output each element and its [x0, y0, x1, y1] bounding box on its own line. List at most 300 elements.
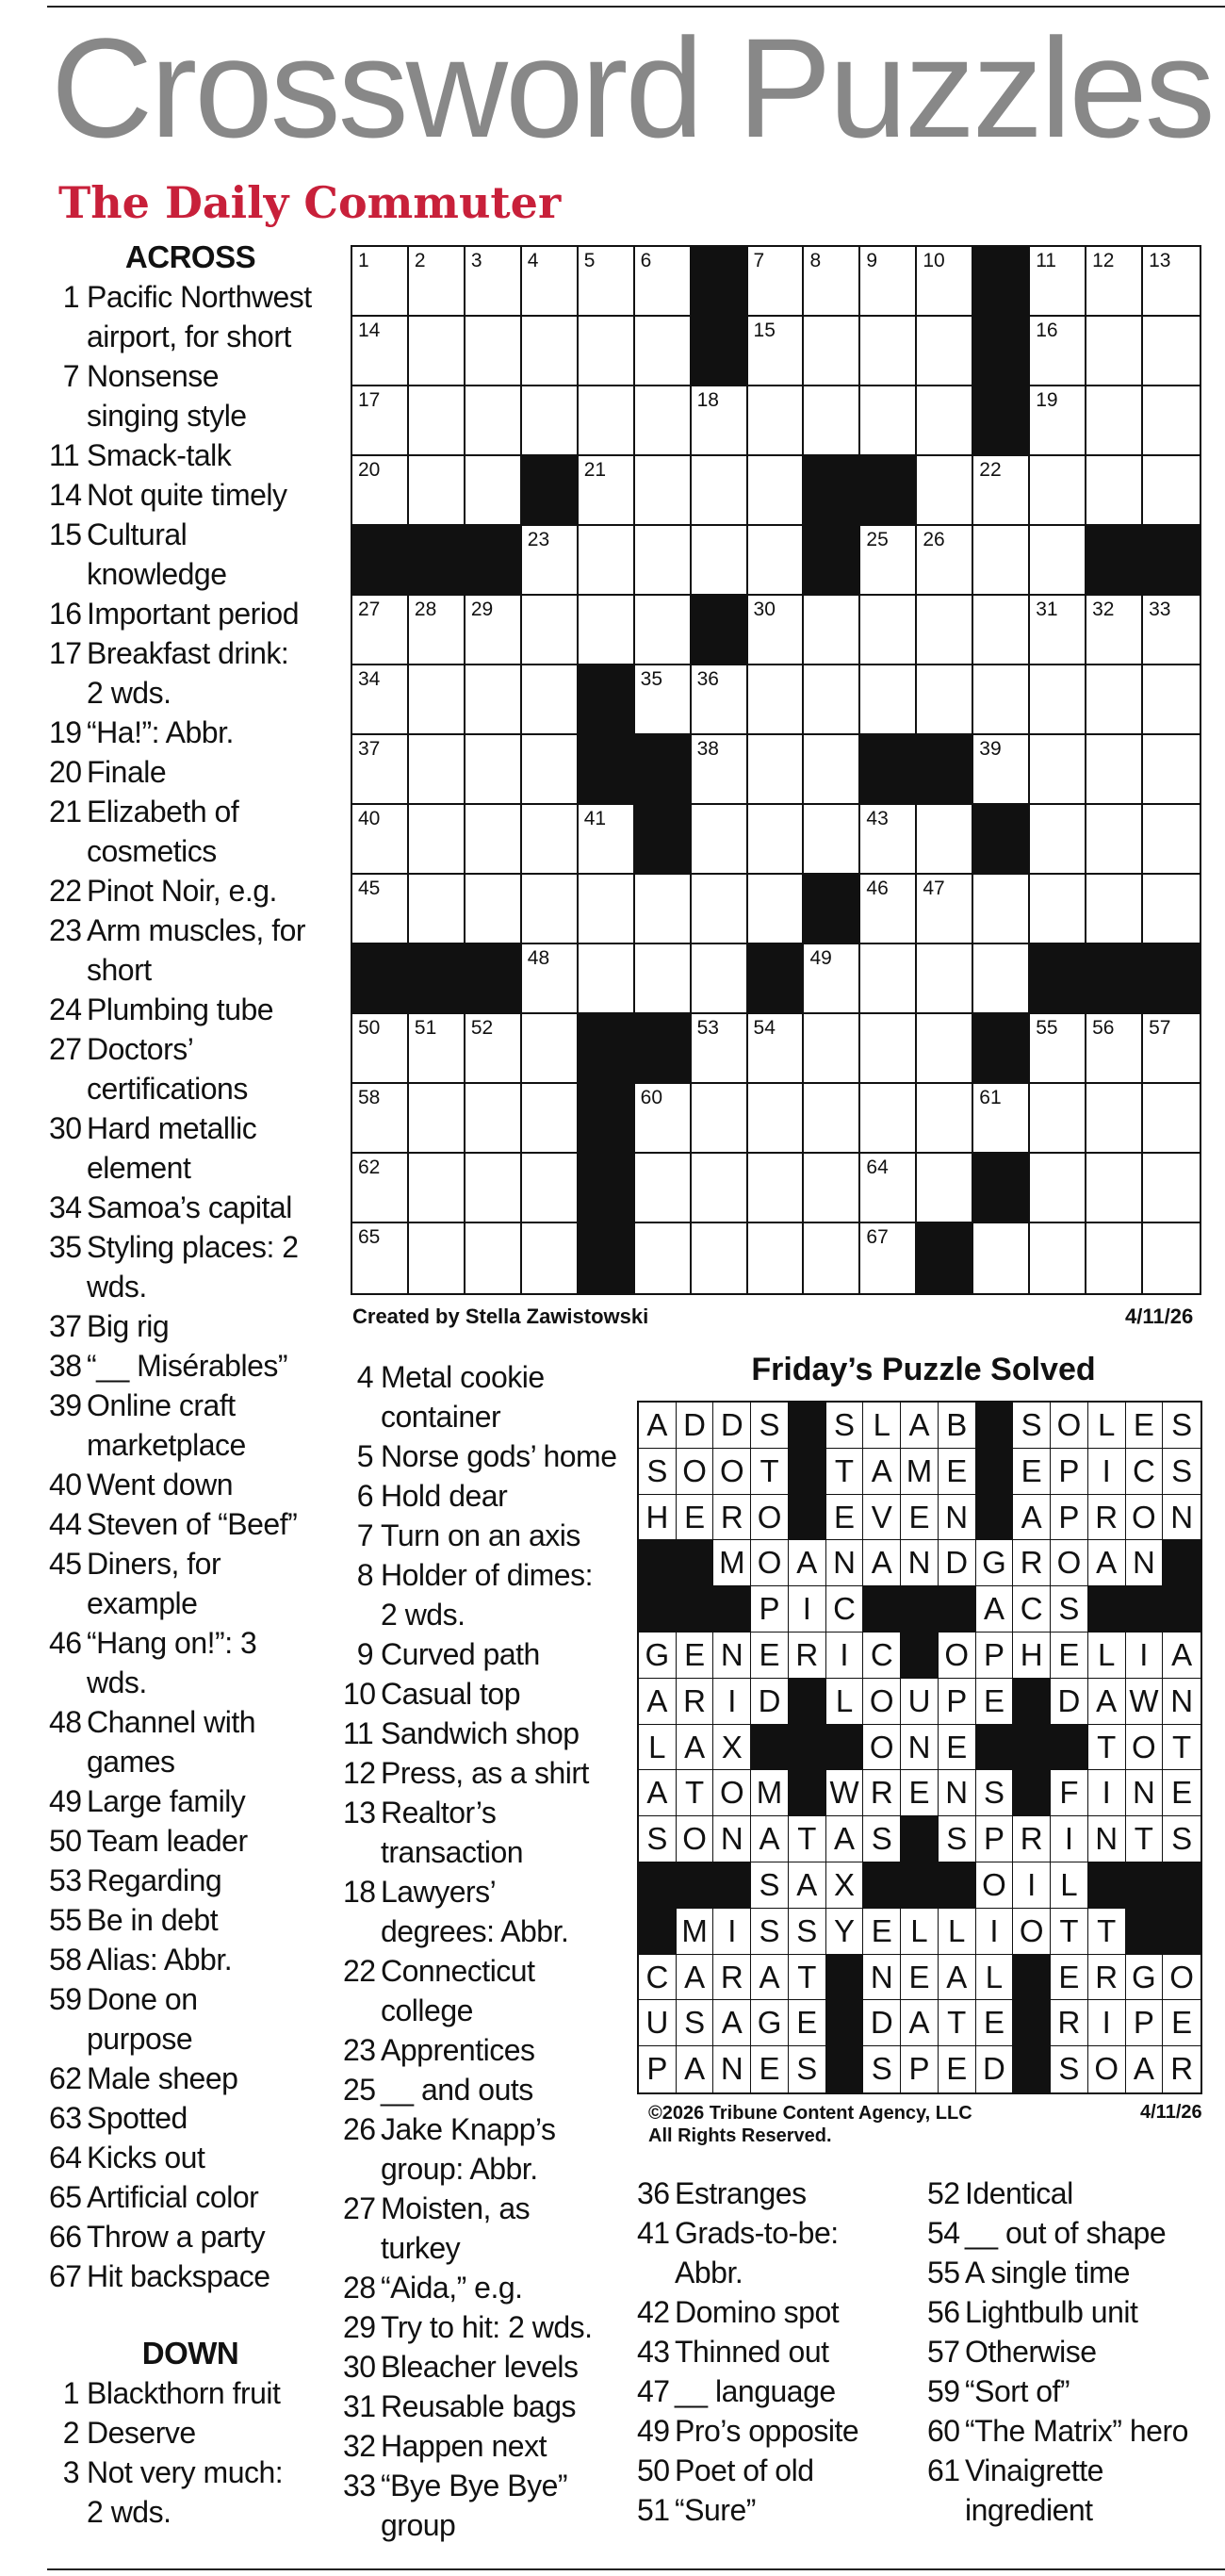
clue-text: Important period: [87, 597, 300, 631]
clue-text: “Sort of”: [965, 2374, 1070, 2408]
clue-text: Be in debt: [87, 1903, 219, 1937]
grid-cell[interactable]: [1143, 247, 1200, 317]
grid-cell[interactable]: [579, 247, 635, 317]
grid-cell[interactable]: [522, 735, 579, 805]
solution-letter: A: [789, 1540, 826, 1586]
grid-cell[interactable]: [860, 944, 917, 1014]
clue-text: short: [87, 953, 152, 987]
solution-letter: N: [939, 1770, 976, 1816]
grid-cell[interactable]: [635, 1084, 692, 1154]
grid-cell[interactable]: [748, 456, 805, 526]
solution-letter: E: [1126, 1403, 1164, 1449]
grid-cell[interactable]: [1086, 665, 1143, 735]
grid-cell[interactable]: [522, 1014, 579, 1084]
clue-text: Blackthorn fruit: [87, 2376, 281, 2410]
solution-letter: O: [939, 1633, 976, 1679]
clue-number: 26: [343, 2112, 376, 2146]
grid-cell[interactable]: [522, 526, 579, 596]
grid-cell[interactable]: [1086, 317, 1143, 386]
grid-cell[interactable]: [748, 875, 805, 944]
grid-cell[interactable]: [1030, 456, 1086, 526]
grid-cell[interactable]: [973, 596, 1030, 665]
grid-cell[interactable]: [1086, 1223, 1143, 1293]
grid-cell[interactable]: [466, 735, 522, 805]
grid-cell[interactable]: [1143, 1223, 1200, 1293]
clue-item: [927, 2253, 1219, 2292]
solution-letter: E: [976, 1679, 1014, 1725]
grid-cell[interactable]: [635, 1154, 692, 1223]
grid-cell[interactable]: [973, 1084, 1030, 1154]
clue-text: Regarding: [87, 1863, 222, 1897]
grid-cell[interactable]: [917, 1014, 973, 1084]
grid-cell[interactable]: [352, 386, 409, 456]
grid-cell[interactable]: [748, 1154, 805, 1223]
solution-letter: R: [789, 1633, 826, 1679]
clue-number: 29: [343, 2310, 376, 2344]
grid-cell[interactable]: [466, 805, 522, 875]
grid-cell[interactable]: [692, 386, 748, 456]
grid-cell[interactable]: [352, 1084, 409, 1154]
clue-item: [637, 2292, 920, 2332]
grid-cell[interactable]: [522, 805, 579, 875]
clue-item: [343, 1872, 626, 1951]
clue-text: Team leader: [87, 1824, 248, 1858]
clue-text: Holder of dimes:: [381, 1558, 593, 1592]
grid-cell[interactable]: [1030, 1084, 1086, 1154]
solution-letter: U: [901, 1679, 939, 1725]
clue-text: Realtor’s: [381, 1796, 497, 1829]
grid-cell[interactable]: [352, 456, 409, 526]
clue-number: 31: [343, 2389, 376, 2423]
grid-cell[interactable]: [973, 456, 1030, 526]
grid-cell[interactable]: [860, 526, 917, 596]
solution-letter: A: [863, 1540, 901, 1586]
grid-cell[interactable]: [692, 1014, 748, 1084]
grid-cell[interactable]: [973, 1223, 1030, 1293]
solution-letter: A: [976, 1586, 1014, 1633]
grid-cell[interactable]: [1030, 665, 1086, 735]
grid-cell[interactable]: [1086, 386, 1143, 456]
grid-cell[interactable]: [1086, 805, 1143, 875]
grid-cell[interactable]: [804, 1084, 860, 1154]
grid-cell[interactable]: [804, 247, 860, 317]
grid-cell[interactable]: [409, 247, 466, 317]
grid-cell[interactable]: [1086, 1084, 1143, 1154]
grid-cell[interactable]: [748, 386, 805, 456]
grid-cell[interactable]: [1030, 526, 1086, 596]
grid-cell[interactable]: [860, 247, 917, 317]
clue-number: 3: [62, 2455, 79, 2489]
grid-cell[interactable]: [692, 1154, 748, 1223]
black-square: [692, 596, 748, 665]
clue-text: 2 wds.: [381, 1598, 466, 1632]
grid-cell[interactable]: [1030, 1014, 1086, 1084]
clue-text: group: Abbr.: [381, 2152, 538, 2186]
grid-cell[interactable]: [860, 805, 917, 875]
grid-cell[interactable]: [579, 875, 635, 944]
solution-letter: E: [1013, 1449, 1051, 1495]
solution-letter: E: [939, 1725, 976, 1771]
grid-cell[interactable]: [804, 665, 860, 735]
solution-letter: R: [1013, 1540, 1051, 1586]
black-square: [804, 875, 860, 944]
grid-cell[interactable]: [352, 805, 409, 875]
grid-cell[interactable]: [522, 1154, 579, 1223]
solution-black-square: [639, 1909, 677, 1955]
grid-cell[interactable]: [579, 805, 635, 875]
solution-letter: N: [1163, 1679, 1200, 1725]
solution-letter: D: [677, 1403, 714, 1449]
grid-cell[interactable]: [692, 1223, 748, 1293]
grid-cell[interactable]: [804, 1223, 860, 1293]
cell-number: 47: [923, 878, 945, 899]
solution-letter: E: [677, 1633, 714, 1679]
grid-cell[interactable]: [466, 665, 522, 735]
clue-number: 12: [343, 1756, 376, 1790]
grid-cell[interactable]: [860, 875, 917, 944]
grid-cell[interactable]: [973, 944, 1030, 1014]
solution-letter: R: [1013, 1816, 1051, 1862]
grid-cell[interactable]: [635, 875, 692, 944]
grid-cell[interactable]: [973, 665, 1030, 735]
grid-cell[interactable]: [579, 596, 635, 665]
grid-cell[interactable]: [748, 526, 805, 596]
grid-cell[interactable]: [804, 596, 860, 665]
grid-cell[interactable]: [973, 875, 1030, 944]
grid-cell[interactable]: [748, 805, 805, 875]
grid-cell[interactable]: [1086, 1154, 1143, 1223]
solution-letter: S: [751, 1403, 789, 1449]
grid-cell[interactable]: [409, 805, 466, 875]
grid-cell[interactable]: [860, 1014, 917, 1084]
clue-text: Metal cookie: [381, 1360, 545, 1394]
grid-cell[interactable]: [1030, 317, 1086, 386]
grid-cell[interactable]: [860, 596, 917, 665]
grid-cell[interactable]: [522, 1084, 579, 1154]
cell-number: 43: [866, 808, 889, 829]
grid-cell[interactable]: [860, 1154, 917, 1223]
solution-letter: R: [713, 1955, 751, 2001]
black-square: [973, 386, 1030, 456]
solution-letter: A: [901, 2000, 939, 2046]
solution-letter: D: [751, 1679, 789, 1725]
cell-number: 38: [696, 738, 719, 760]
grid-cell[interactable]: [1030, 735, 1086, 805]
grid-cell[interactable]: [692, 665, 748, 735]
grid-cell[interactable]: [804, 735, 860, 805]
grid-cell[interactable]: [804, 1014, 860, 1084]
solution-letter: I: [1126, 1633, 1164, 1679]
page-title: Crossword Puzzles: [51, 8, 1213, 167]
grid-cell[interactable]: [917, 596, 973, 665]
grid-cell[interactable]: [409, 456, 466, 526]
grid-cell[interactable]: [973, 735, 1030, 805]
clue-number: 11: [343, 1716, 374, 1750]
grid-cell[interactable]: [860, 386, 917, 456]
grid-cell[interactable]: [352, 735, 409, 805]
cell-number: 54: [753, 1017, 776, 1039]
grid-cell[interactable]: [409, 735, 466, 805]
grid-cell[interactable]: [466, 1084, 522, 1154]
grid-cell[interactable]: [579, 386, 635, 456]
clue-item: [49, 1821, 332, 1861]
grid-cell[interactable]: [579, 456, 635, 526]
grid-cell[interactable]: [1143, 735, 1200, 805]
grid-cell[interactable]: [522, 596, 579, 665]
grid-cell[interactable]: [748, 247, 805, 317]
grid-cell[interactable]: [692, 875, 748, 944]
solution-black-square: [826, 1725, 864, 1771]
grid-cell[interactable]: [1030, 1154, 1086, 1223]
grid-cell[interactable]: [973, 526, 1030, 596]
grid-cell[interactable]: [635, 386, 692, 456]
black-square: [917, 1223, 973, 1293]
grid-cell[interactable]: [1030, 1223, 1086, 1293]
clue-item: [49, 1188, 332, 1227]
grid-cell[interactable]: [352, 317, 409, 386]
grid-cell[interactable]: [1143, 1084, 1200, 1154]
solution-black-square: [789, 1403, 826, 1449]
cell-number: 27: [358, 599, 381, 620]
cell-number: 61: [979, 1087, 1002, 1108]
grid-cell[interactable]: [635, 944, 692, 1014]
clue-item: [343, 1793, 626, 1872]
grid-cell[interactable]: [917, 247, 973, 317]
grid-cell[interactable]: [1086, 456, 1143, 526]
black-square: [1143, 944, 1200, 1014]
solution-black-square: [976, 1495, 1014, 1541]
grid-cell[interactable]: [1030, 247, 1086, 317]
clue-text: Artificial color: [87, 2180, 259, 2214]
grid-cell[interactable]: [1086, 1014, 1143, 1084]
grid-cell[interactable]: [748, 1223, 805, 1293]
black-square: [860, 456, 917, 526]
grid-cell[interactable]: [748, 735, 805, 805]
grid-cell[interactable]: [748, 596, 805, 665]
grid-cell[interactable]: [522, 875, 579, 944]
grid-cell[interactable]: [692, 735, 748, 805]
clue-number: 34: [49, 1190, 82, 1224]
clue-text: Hold dear: [381, 1479, 508, 1513]
grid-cell[interactable]: [1086, 247, 1143, 317]
grid-cell[interactable]: [635, 665, 692, 735]
grid-cell[interactable]: [1143, 317, 1200, 386]
grid-cell[interactable]: [635, 317, 692, 386]
clue-text: Plumbing tube: [87, 993, 274, 1026]
grid-cell[interactable]: [748, 317, 805, 386]
grid-cell[interactable]: [692, 456, 748, 526]
grid-cell[interactable]: [409, 386, 466, 456]
solution-letter: R: [1163, 2046, 1200, 2092]
grid-cell[interactable]: [409, 317, 466, 386]
solution-black-square: [713, 1862, 751, 1909]
solution-black-square: [789, 1770, 826, 1816]
grid-cell[interactable]: [522, 1223, 579, 1293]
grid-cell[interactable]: [1143, 386, 1200, 456]
grid-cell[interactable]: [804, 317, 860, 386]
grid-cell[interactable]: [860, 665, 917, 735]
grid-cell[interactable]: [409, 875, 466, 944]
cell-number: 60: [640, 1087, 663, 1108]
grid-cell[interactable]: [522, 944, 579, 1014]
grid-cell[interactable]: [748, 1084, 805, 1154]
solution-letter: M: [713, 1540, 751, 1586]
clue-text: Large family: [87, 1784, 246, 1818]
clue-item: [343, 1634, 626, 1674]
solution-letter: T: [789, 1816, 826, 1862]
grid-cell[interactable]: [1143, 596, 1200, 665]
black-square: [973, 247, 1030, 317]
grid-cell[interactable]: [917, 944, 973, 1014]
solution-black-square: [789, 1449, 826, 1495]
grid-cell[interactable]: [466, 1014, 522, 1084]
grid-cell[interactable]: [352, 1154, 409, 1223]
grid-cell[interactable]: [917, 456, 973, 526]
solution-letter: E: [863, 1909, 901, 1955]
grid-cell[interactable]: [522, 665, 579, 735]
solution-letter: T: [1051, 1909, 1088, 1955]
black-square: [579, 735, 635, 805]
solution-letter: S: [789, 1909, 826, 1955]
clue-number: 53: [49, 1863, 82, 1897]
solution-letter: C: [826, 1586, 864, 1633]
solution-letter: S: [1163, 1403, 1200, 1449]
grid-cell[interactable]: [748, 665, 805, 735]
grid-cell[interactable]: [804, 386, 860, 456]
solution-letter: A: [1088, 1540, 1126, 1586]
grid-cell[interactable]: [692, 805, 748, 875]
grid-cell[interactable]: [579, 526, 635, 596]
crossword-grid: [351, 245, 1201, 1295]
clue-number: 23: [343, 2033, 376, 2067]
grid-cell[interactable]: [409, 1223, 466, 1293]
clue-number: 58: [49, 1943, 82, 1977]
clue-number: 5: [356, 1439, 373, 1473]
grid-cell[interactable]: [352, 1014, 409, 1084]
grid-cell[interactable]: [804, 805, 860, 875]
grid-cell[interactable]: [1086, 875, 1143, 944]
solution-letter: E: [901, 1955, 939, 2001]
grid-cell[interactable]: [1143, 456, 1200, 526]
grid-cell[interactable]: [1143, 665, 1200, 735]
grid-cell[interactable]: [579, 317, 635, 386]
grid-cell[interactable]: [917, 386, 973, 456]
grid-cell[interactable]: [1030, 386, 1086, 456]
grid-cell[interactable]: [466, 247, 522, 317]
grid-cell[interactable]: [1143, 1014, 1200, 1084]
cell-number: 41: [583, 808, 607, 829]
grid-cell[interactable]: [1143, 805, 1200, 875]
grid-cell[interactable]: [635, 596, 692, 665]
grid-cell[interactable]: [692, 526, 748, 596]
grid-cell[interactable]: [1030, 875, 1086, 944]
grid-cell[interactable]: [466, 317, 522, 386]
solution-black-square: [901, 1633, 939, 1679]
grid-cell[interactable]: [635, 1223, 692, 1293]
grid-cell[interactable]: [1086, 735, 1143, 805]
grid-cell[interactable]: [1030, 805, 1086, 875]
solution-letter: L: [863, 1403, 901, 1449]
grid-cell[interactable]: [522, 317, 579, 386]
grid-cell[interactable]: [860, 1223, 917, 1293]
clue-number: 23: [49, 913, 82, 947]
grid-cell[interactable]: [466, 875, 522, 944]
grid-cell[interactable]: [466, 386, 522, 456]
solution-letter: A: [901, 1403, 939, 1449]
grid-cell[interactable]: [409, 1154, 466, 1223]
grid-cell[interactable]: [1143, 875, 1200, 944]
black-square: [579, 1084, 635, 1154]
grid-cell[interactable]: [804, 944, 860, 1014]
grid-cell[interactable]: [352, 247, 409, 317]
grid-cell[interactable]: [466, 1154, 522, 1223]
solution-letter: T: [826, 1449, 864, 1495]
grid-cell[interactable]: [1143, 1154, 1200, 1223]
clue-text: “__ Misérables”: [87, 1349, 288, 1383]
clue-number: 50: [637, 2453, 670, 2487]
grid-cell[interactable]: [522, 386, 579, 456]
grid-cell[interactable]: [692, 944, 748, 1014]
grid-cell[interactable]: [692, 1084, 748, 1154]
clue-item: [49, 911, 332, 990]
grid-cell[interactable]: [352, 665, 409, 735]
grid-cell[interactable]: [860, 1084, 917, 1154]
black-square: [1086, 526, 1143, 596]
grid-cell[interactable]: [917, 805, 973, 875]
grid-cell[interactable]: [860, 317, 917, 386]
grid-cell[interactable]: [917, 317, 973, 386]
grid-cell[interactable]: [1030, 596, 1086, 665]
grid-cell[interactable]: [466, 456, 522, 526]
grid-cell[interactable]: [409, 1084, 466, 1154]
clue-item: [49, 1940, 332, 1979]
grid-cell[interactable]: [917, 1154, 973, 1223]
grid-cell[interactable]: [579, 944, 635, 1014]
grid-cell[interactable]: [352, 596, 409, 665]
grid-cell[interactable]: [804, 1154, 860, 1223]
grid-cell[interactable]: [466, 596, 522, 665]
grid-cell[interactable]: [917, 1084, 973, 1154]
solution-letter: N: [713, 1816, 751, 1862]
grid-cell[interactable]: [352, 875, 409, 944]
grid-cell[interactable]: [748, 1014, 805, 1084]
clue-number: 7: [62, 359, 79, 393]
grid-cell[interactable]: [635, 247, 692, 317]
grid-cell[interactable]: [917, 526, 973, 596]
solution-letter: L: [1051, 1862, 1088, 1909]
grid-cell[interactable]: [635, 526, 692, 596]
grid-cell[interactable]: [522, 247, 579, 317]
clue-number: 35: [49, 1230, 82, 1264]
solution-title: Friday’s Puzzle Solved: [751, 1352, 1096, 1387]
grid-cell[interactable]: [635, 456, 692, 526]
clue-item: [927, 2174, 1219, 2213]
grid-cell[interactable]: [1086, 596, 1143, 665]
grid-cell[interactable]: [409, 1014, 466, 1084]
grid-cell[interactable]: [409, 596, 466, 665]
clue-text: Lawyers’: [381, 1875, 497, 1909]
solution-letter: T: [1126, 1816, 1164, 1862]
clue-text: ingredient: [965, 2493, 1093, 2527]
grid-cell[interactable]: [352, 1223, 409, 1293]
grid-cell[interactable]: [917, 665, 973, 735]
solution-letter: V: [863, 1495, 901, 1541]
grid-cell[interactable]: [409, 665, 466, 735]
clue-text: certifications: [87, 1072, 248, 1106]
clue-text: “Ha!”: Abbr.: [87, 715, 234, 749]
grid-cell[interactable]: [917, 875, 973, 944]
grid-cell[interactable]: [466, 1223, 522, 1293]
